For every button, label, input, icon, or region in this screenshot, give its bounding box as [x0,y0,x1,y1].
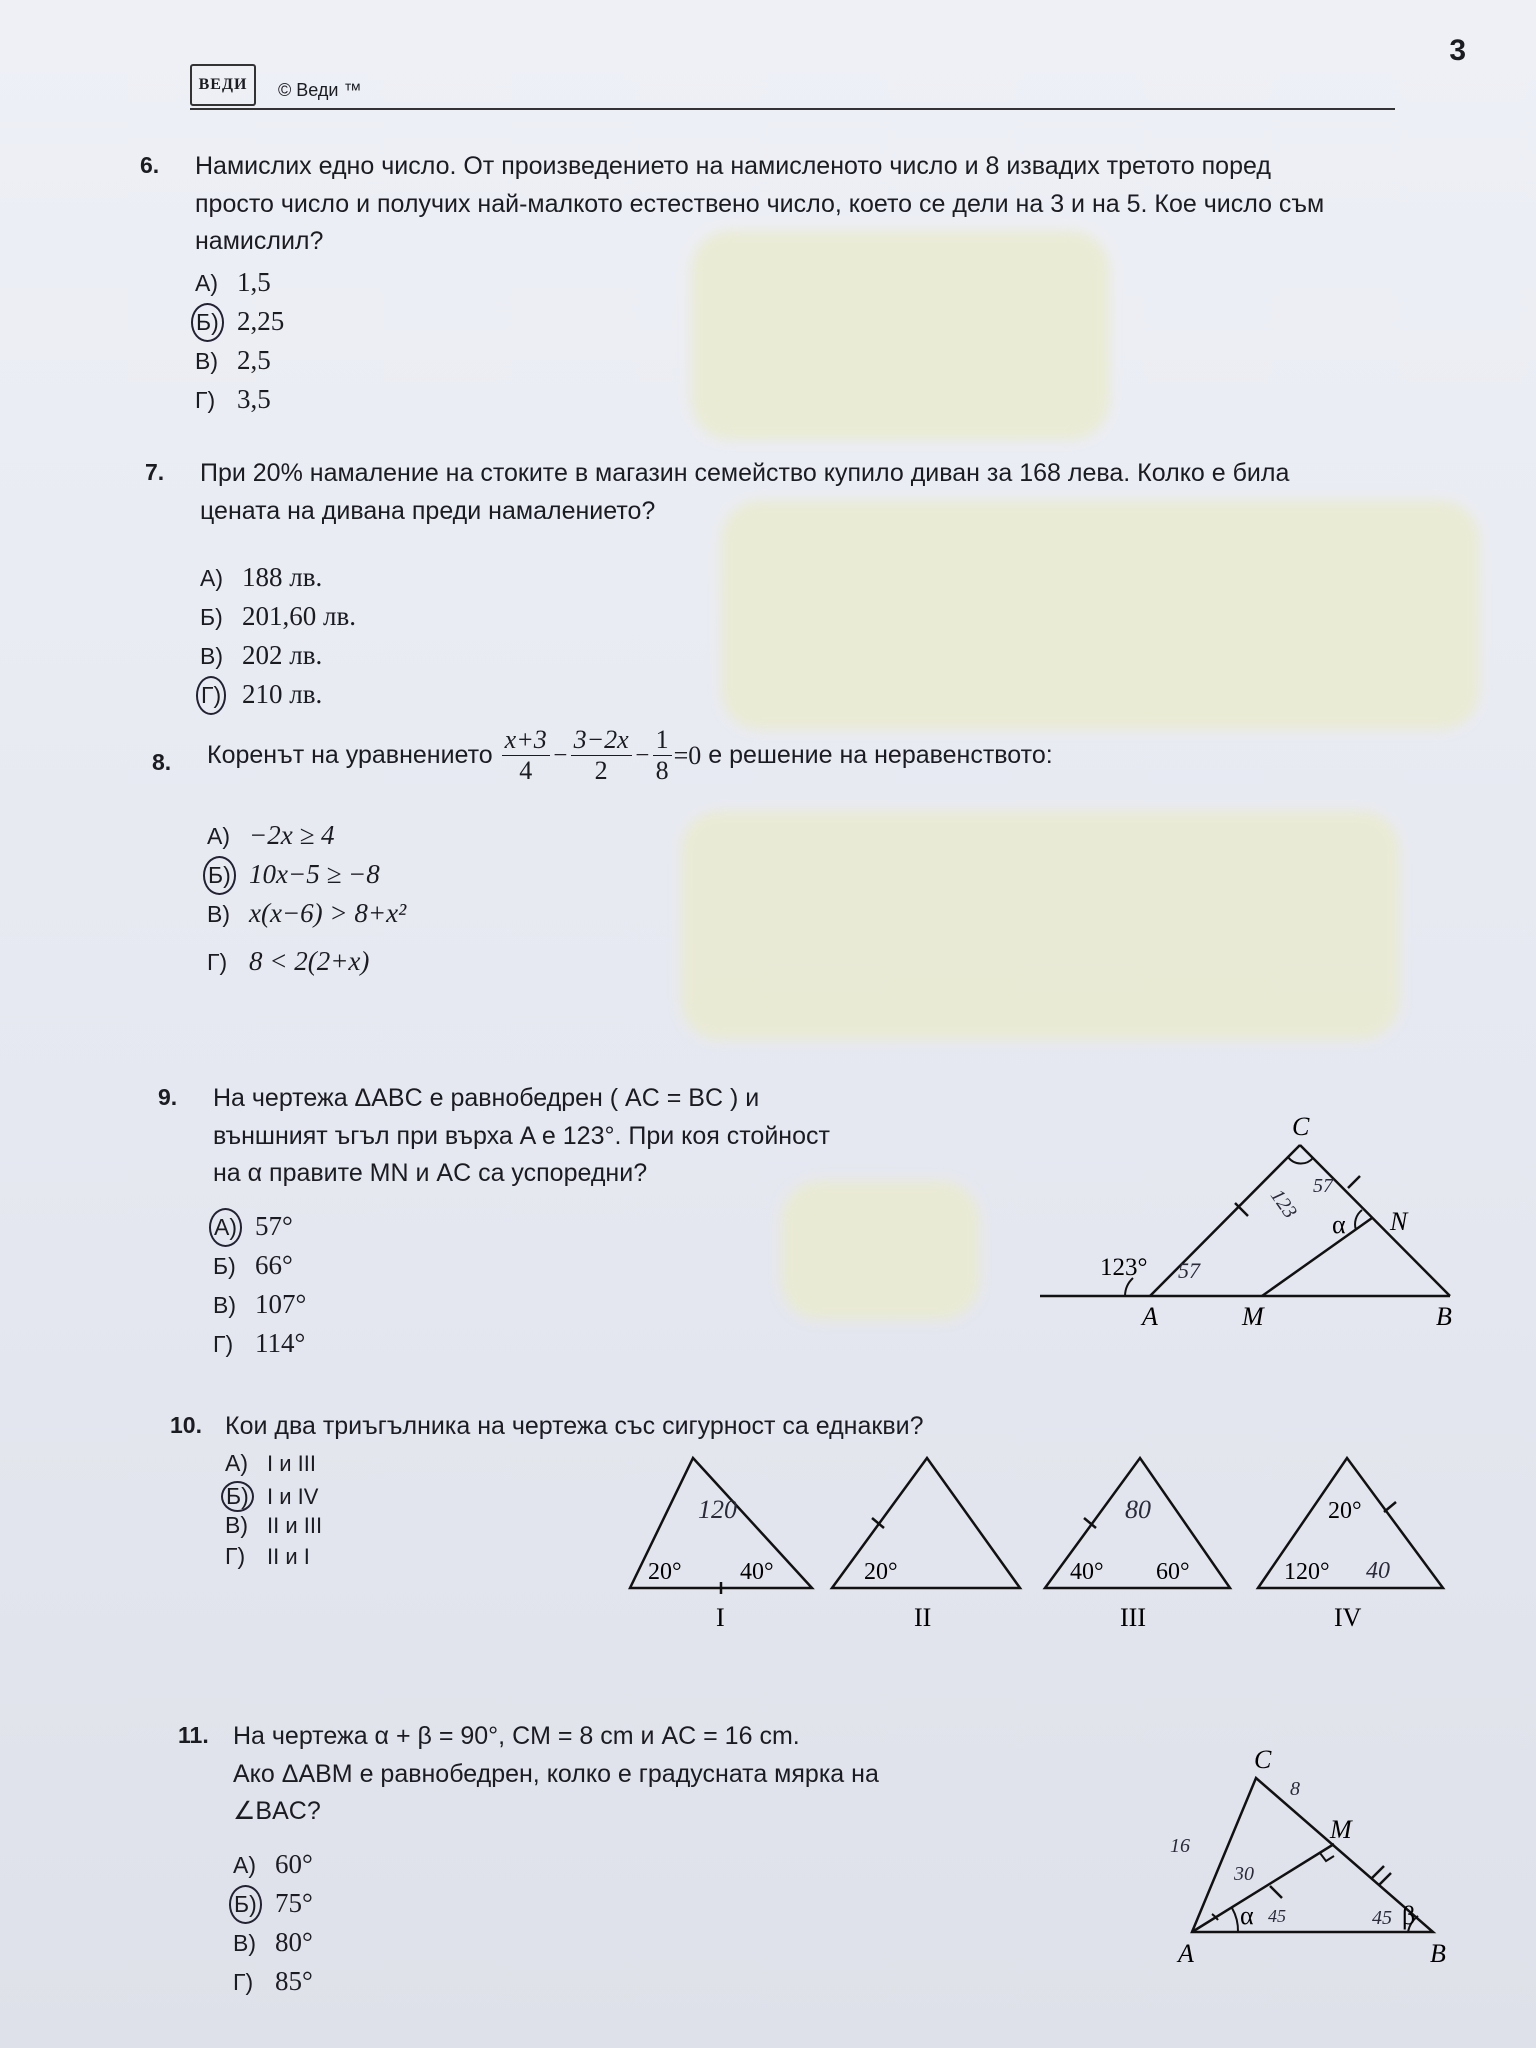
label-b: B [1430,1939,1446,1968]
handwritten-note: 57 [1178,1258,1200,1283]
question-text [195,148,1324,261]
question-11 [178,1718,978,2018]
question-number: 11. [178,1722,209,1748]
q9-triangle-figure [1030,1100,1490,1340]
option-c[interactable]: В) 2,5 [195,345,271,375]
handwritten-note: 45 [1268,1906,1286,1926]
question-number: 7. [145,459,165,485]
angle-label: 20° [1328,1498,1362,1524]
label-a: A [1142,1302,1158,1331]
angle-label: 120° [1284,1559,1330,1585]
handwritten-note: 40 [1366,1558,1390,1584]
option-d[interactable]: Г) 210 лв. [200,674,356,713]
question-line: Намислих едно число. От произведението на намисленото число и 8 извадих третото поред [195,152,1271,180]
option-a[interactable]: А) 60° [233,1849,313,1879]
tick-mark [1372,1866,1384,1878]
answer-options [207,815,406,980]
option-c[interactable]: В) x(x−6) > 8+x² [207,898,407,928]
handwritten-note: 16 [1170,1835,1190,1857]
tick-mark [1270,1886,1282,1898]
triangle-label-iii: III [1120,1603,1146,1632]
question-6 [140,148,1470,428]
option-b[interactable]: Б) I и IV [225,1481,322,1512]
angle-label: 20° [648,1559,682,1585]
question-number: 8. [152,749,172,775]
question-line: Ако ΔABM е равнобедрен, колко е градусната мярка на [233,1759,879,1788]
label-angle-123: 123° [1100,1254,1148,1281]
selected-answer-mark: Б) [191,303,224,342]
option-c[interactable]: В) 202 лв. [200,640,323,670]
handwritten-note: 80 [1125,1495,1151,1524]
angle-label: 20° [864,1559,898,1585]
option-d[interactable]: Г) II и I [225,1543,310,1569]
question-line: ∠BAC? [233,1797,321,1825]
tick-mark [1379,1873,1391,1885]
option-c[interactable]: В) 107° [213,1289,307,1319]
question-line: просто число и получих най-малкото естествено число, което се дели на 3 и на 5. Кое число съм [195,189,1325,218]
question-text [213,1080,830,1193]
triangle-label-ii: II [914,1603,932,1632]
question-line: При 20% намаление на стоките в магазин семейство купило диван за 168 лева. Колко е била [200,459,1290,487]
selected-answer-mark: А) [209,1208,242,1247]
header-bar [190,64,1395,110]
label-c: C [1254,1745,1272,1774]
side-bc [1300,1145,1450,1296]
angle-label: 40° [1070,1559,1104,1585]
selected-answer-mark: Б) [221,1481,254,1512]
triangle-ii [832,1458,1020,1588]
selected-answer-mark: Б) [203,856,236,895]
q11-triangle-figure [1150,1740,1480,1980]
handwritten-note: 123 [1265,1185,1302,1223]
option-b[interactable]: Б) 66° [213,1250,293,1280]
tick-mark [1384,1502,1396,1512]
option-b[interactable]: Б) 2,25 [195,301,284,340]
question-text [200,455,1289,530]
copyright-text: © Веди ™ [278,80,362,100]
label-m: M [1242,1302,1264,1331]
question-line: на α правите MN и AC са успоредни? [213,1159,648,1187]
option-d[interactable]: Г) 85° [233,1966,313,1996]
fraction: $\frac{1}{8}$ [653,725,672,786]
question-9 [158,1080,938,1370]
question-line: външният ъгъл при върха A е 123°. При коя стойност [213,1121,830,1150]
option-a[interactable]: А) 188 лв. [200,562,323,592]
right-angle-mark [1320,1853,1334,1861]
page-number: 3 [1449,34,1466,67]
fraction: $\frac{3-2x}{2}$ [571,725,632,786]
option-c[interactable]: В) II и III [225,1512,323,1538]
option-d[interactable]: Г) 114° [213,1328,306,1358]
handwritten-note: 8 [1290,1778,1300,1800]
triangle-label-i: I [716,1603,725,1632]
option-a[interactable]: А) −2x ≥ 4 [207,820,335,850]
segment-am [1192,1844,1334,1932]
label-m: M [1330,1815,1352,1844]
option-b[interactable]: Б) 201,60 лв. [200,601,356,631]
triangle-label-iv: IV [1334,1603,1362,1632]
label-alpha: α [1332,1210,1346,1239]
handwritten-note: 45 [1372,1907,1392,1929]
angle-label: 40° [740,1559,774,1585]
q10-triangles-figure [620,1450,1450,1640]
label-n: N [1390,1207,1408,1236]
handwritten-note: 120 [698,1495,737,1524]
label-b: B [1436,1302,1452,1331]
question-text: Коренът на уравнението $\frac{x+3}{4}$ − $\frac{3-2x}{2}$ − $\frac{1}{8}$ =0 е решение на неравенството: [207,725,1053,785]
side-ac [1150,1145,1300,1296]
question-number: 9. [158,1084,178,1110]
question-7 [145,455,1475,709]
label-a: A [1178,1939,1194,1968]
handwritten-note: 57 [1313,1175,1333,1197]
option-a[interactable]: А) 57° [213,1206,306,1245]
answer-options [213,1206,306,1362]
option-d[interactable]: Г) 8 < 2(2+x) [207,946,370,976]
tick-mark [1348,1176,1360,1188]
label-alpha: α [1240,1901,1254,1930]
question-number: 10. [170,1412,202,1438]
selected-answer-mark: Г) [196,676,226,715]
question-text [233,1718,879,1831]
publisher-logo: ВЕДИ [190,64,256,106]
label-c: C [1292,1112,1310,1141]
alpha-arc [1232,1908,1238,1932]
option-b[interactable]: Б) 10x−5 ≥ −8 [207,854,406,893]
answer-options [233,1844,313,2000]
apex-angle-arc [1288,1157,1313,1164]
option-b[interactable]: Б) 75° [233,1883,313,1922]
option-c[interactable]: В) 80° [233,1927,313,1957]
question-line: цената на дивана преди намалението? [200,496,656,525]
question-line: На чертежа ΔABC е равнобедрен ( AC = BC ) и [213,1084,760,1112]
answer-options [225,1450,322,1574]
answer-options [200,557,356,713]
answer-options [195,262,284,418]
angle-label: 60° [1156,1559,1190,1585]
question-8 [152,725,1482,995]
option-a[interactable]: А) I и III [225,1450,316,1476]
handwritten-note: 30 [1234,1863,1254,1885]
fraction: $\frac{x+3}{4}$ [502,725,550,786]
question-text: Кои два триъгълника на чертежа със сигурност са еднакви? [225,1412,924,1440]
option-a[interactable]: А) 1,5 [195,267,271,297]
question-line: намислил? [195,227,324,255]
question-number: 6. [140,152,160,178]
label-beta: β [1402,1901,1416,1930]
selected-answer-mark: Б) [229,1885,262,1924]
option-d[interactable]: Г) 3,5 [195,384,271,414]
question-line: На чертежа α + β = 90°, CM = 8 cm и AC = 16 cm. [233,1722,800,1750]
